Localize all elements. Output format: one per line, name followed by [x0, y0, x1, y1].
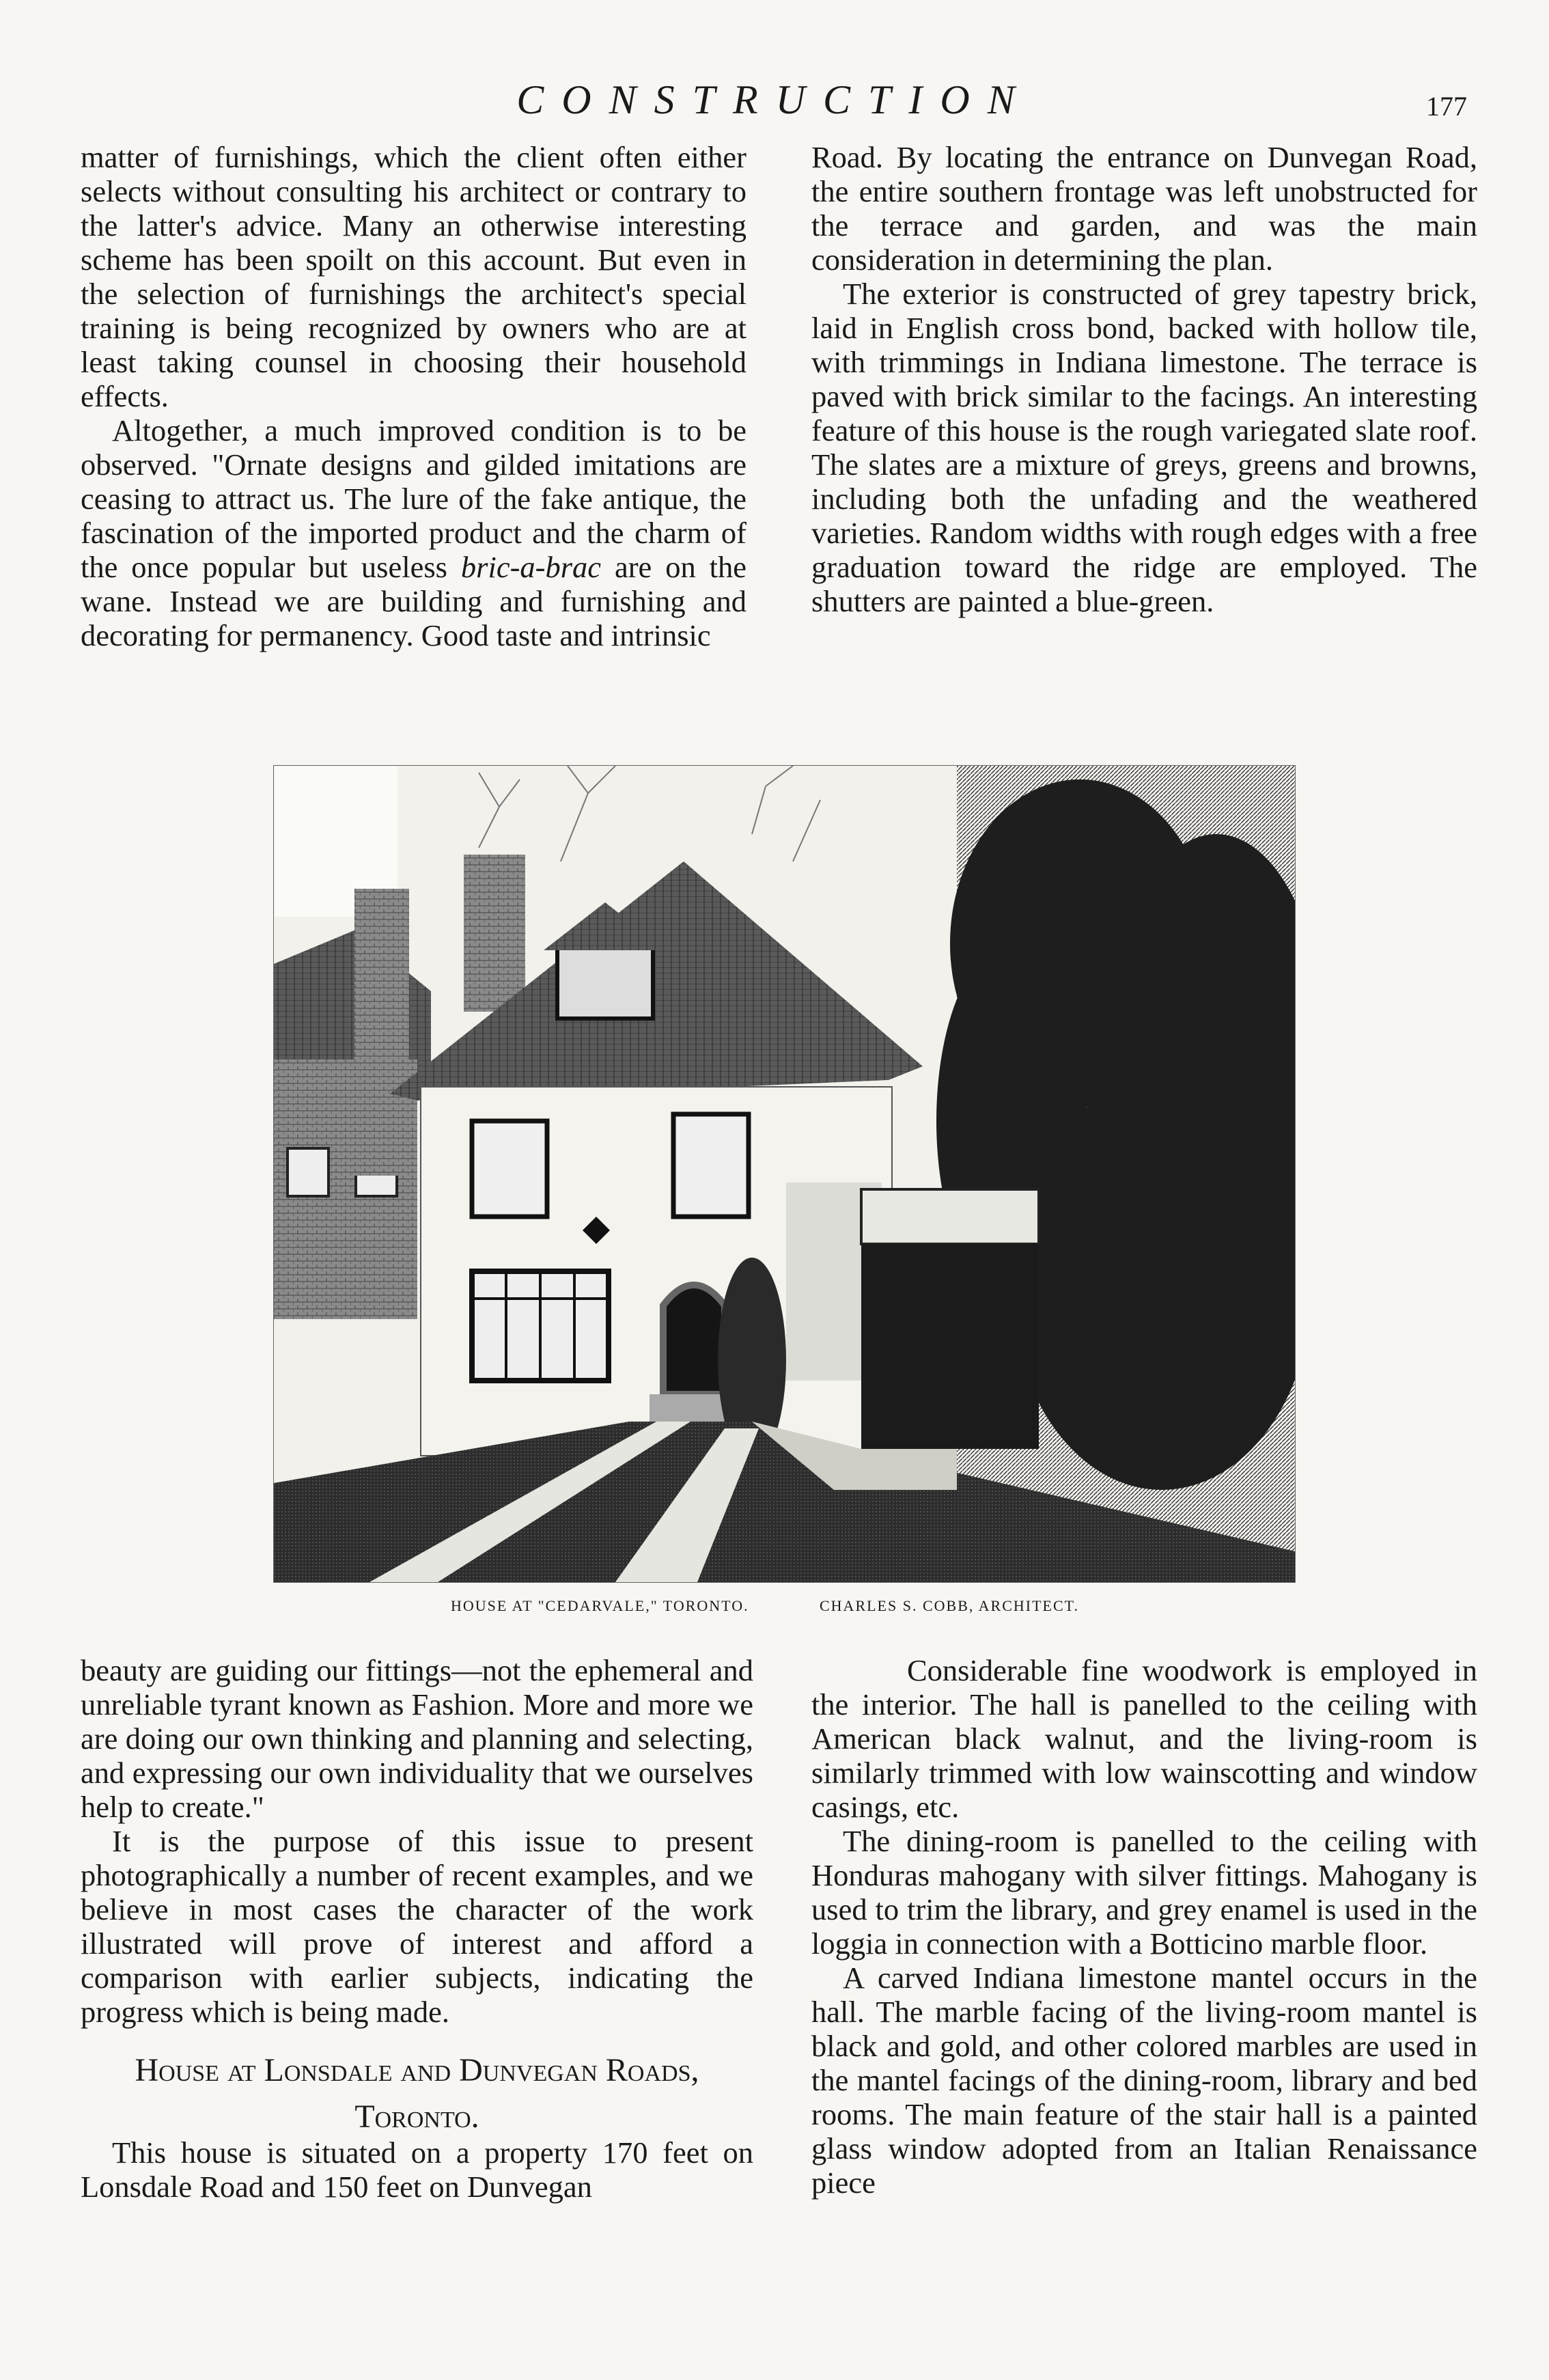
- paragraph: A carved Indiana limestone mantel occurs in the hall. The marble facing of the living-room mantel is black and gold, and other colored marbles are used in the mantel facings of the dining-room, library and bed rooms. The main feature of the stair hall is a painted glass window adopted from an Italian Renaissance piece: [811, 1961, 1477, 2200]
- paragraph: Road. By locating the entrance on Dunvegan Road, the entire southern frontage was left unobstructed for the terrace and garden, and was the main consideration in determining the plan.: [811, 140, 1477, 277]
- caption-architect: CHARLES S. COBB, ARCHITECT.: [820, 1597, 1079, 1614]
- paragraph: matter of furnishings, which the client often either selects without consulting his architect or contrary to the latter's advice. Many an otherwise interesting scheme has been spoilt on this account. But even in the selection of furnishings the architect's special training is being recognized by owners who are at least taking counsel in choosing their household effects.: [81, 140, 746, 413]
- left-column-top: [81, 140, 746, 734]
- caption-title: HOUSE AT "CEDARVALE," TORONTO.: [451, 1597, 749, 1614]
- page-header: [0, 77, 1549, 138]
- emphasis-text: bric-a-brac: [460, 550, 602, 584]
- paragraph: It is the purpose of this issue to present photographically a number of recent examples, and we believe in most cases the character of the work illustrated will prove of interest and afford a comparison with earlier subjects, indicating the progress which is being made.: [81, 1824, 753, 2029]
- paragraph-text: are on the wane. Instead we are building and furnishing and decorating for permanency. Good taste and intrinsic: [81, 550, 747, 652]
- house-photograph: [273, 765, 1296, 1583]
- section-heading-line2: Toronto.: [354, 2099, 479, 2135]
- running-title: CONSTRUCTION: [516, 77, 1033, 122]
- paragraph: Considerable fine woodwork is employed in the interior. The hall is panelled to the ceiling with American black walnut, and the living-room is similarly trimmed with low wainscotting and window casings, etc.: [811, 1653, 1477, 1824]
- left-column-bottom: [81, 1653, 753, 2350]
- paragraph: This house is situated on a property 170 feet on Lonsdale Road and 150 feet on Dunvegan: [81, 2135, 753, 2204]
- paragraph-text: Altogether, a much improved condition is to be observed. "Ornate designs and gilded imitations are ceasing to attract us. The lure of the fake antique, the fascination of the imported product and the charm of the once popular but useless: [81, 413, 746, 584]
- paragraph: The dining-room is panelled to the ceiling with Honduras mahogany with silver fittings. Mahogany is used to trim the library, and grey enamel is used in the loggia in connection with a Botticino marble floor.: [811, 1824, 1477, 1961]
- paragraph: The exterior is constructed of grey tapestry brick, laid in English cross bond, backed with hollow tile, with trimmings in Indiana limestone. The terrace is paved with brick similar to the facings. An interesting feature of this house is the rough variegated slate roof. The slates are a mixture of greys, greens and browns, including both the unfading and the weathered varieties. Random widths with rough edges with a free graduation toward the ridge are employed. The shutters are painted a blue-green.: [811, 277, 1477, 618]
- section-heading: House at Lonsdale and Dunvegan Roads,: [135, 2052, 699, 2088]
- right-column-bottom: [811, 1653, 1477, 2350]
- right-column-top: [811, 140, 1477, 734]
- paragraph: beauty are guiding our fittings—not the ephemeral and unreliable tyrant known as Fashion. More and more we are doing our own thinking and planning and selecting, and expressing our own individuality that we ourselves help to create.": [81, 1653, 753, 1824]
- house-photo-illustration: [274, 766, 1295, 1582]
- page-number: 177: [1426, 91, 1467, 122]
- paragraph: [81, 413, 746, 652]
